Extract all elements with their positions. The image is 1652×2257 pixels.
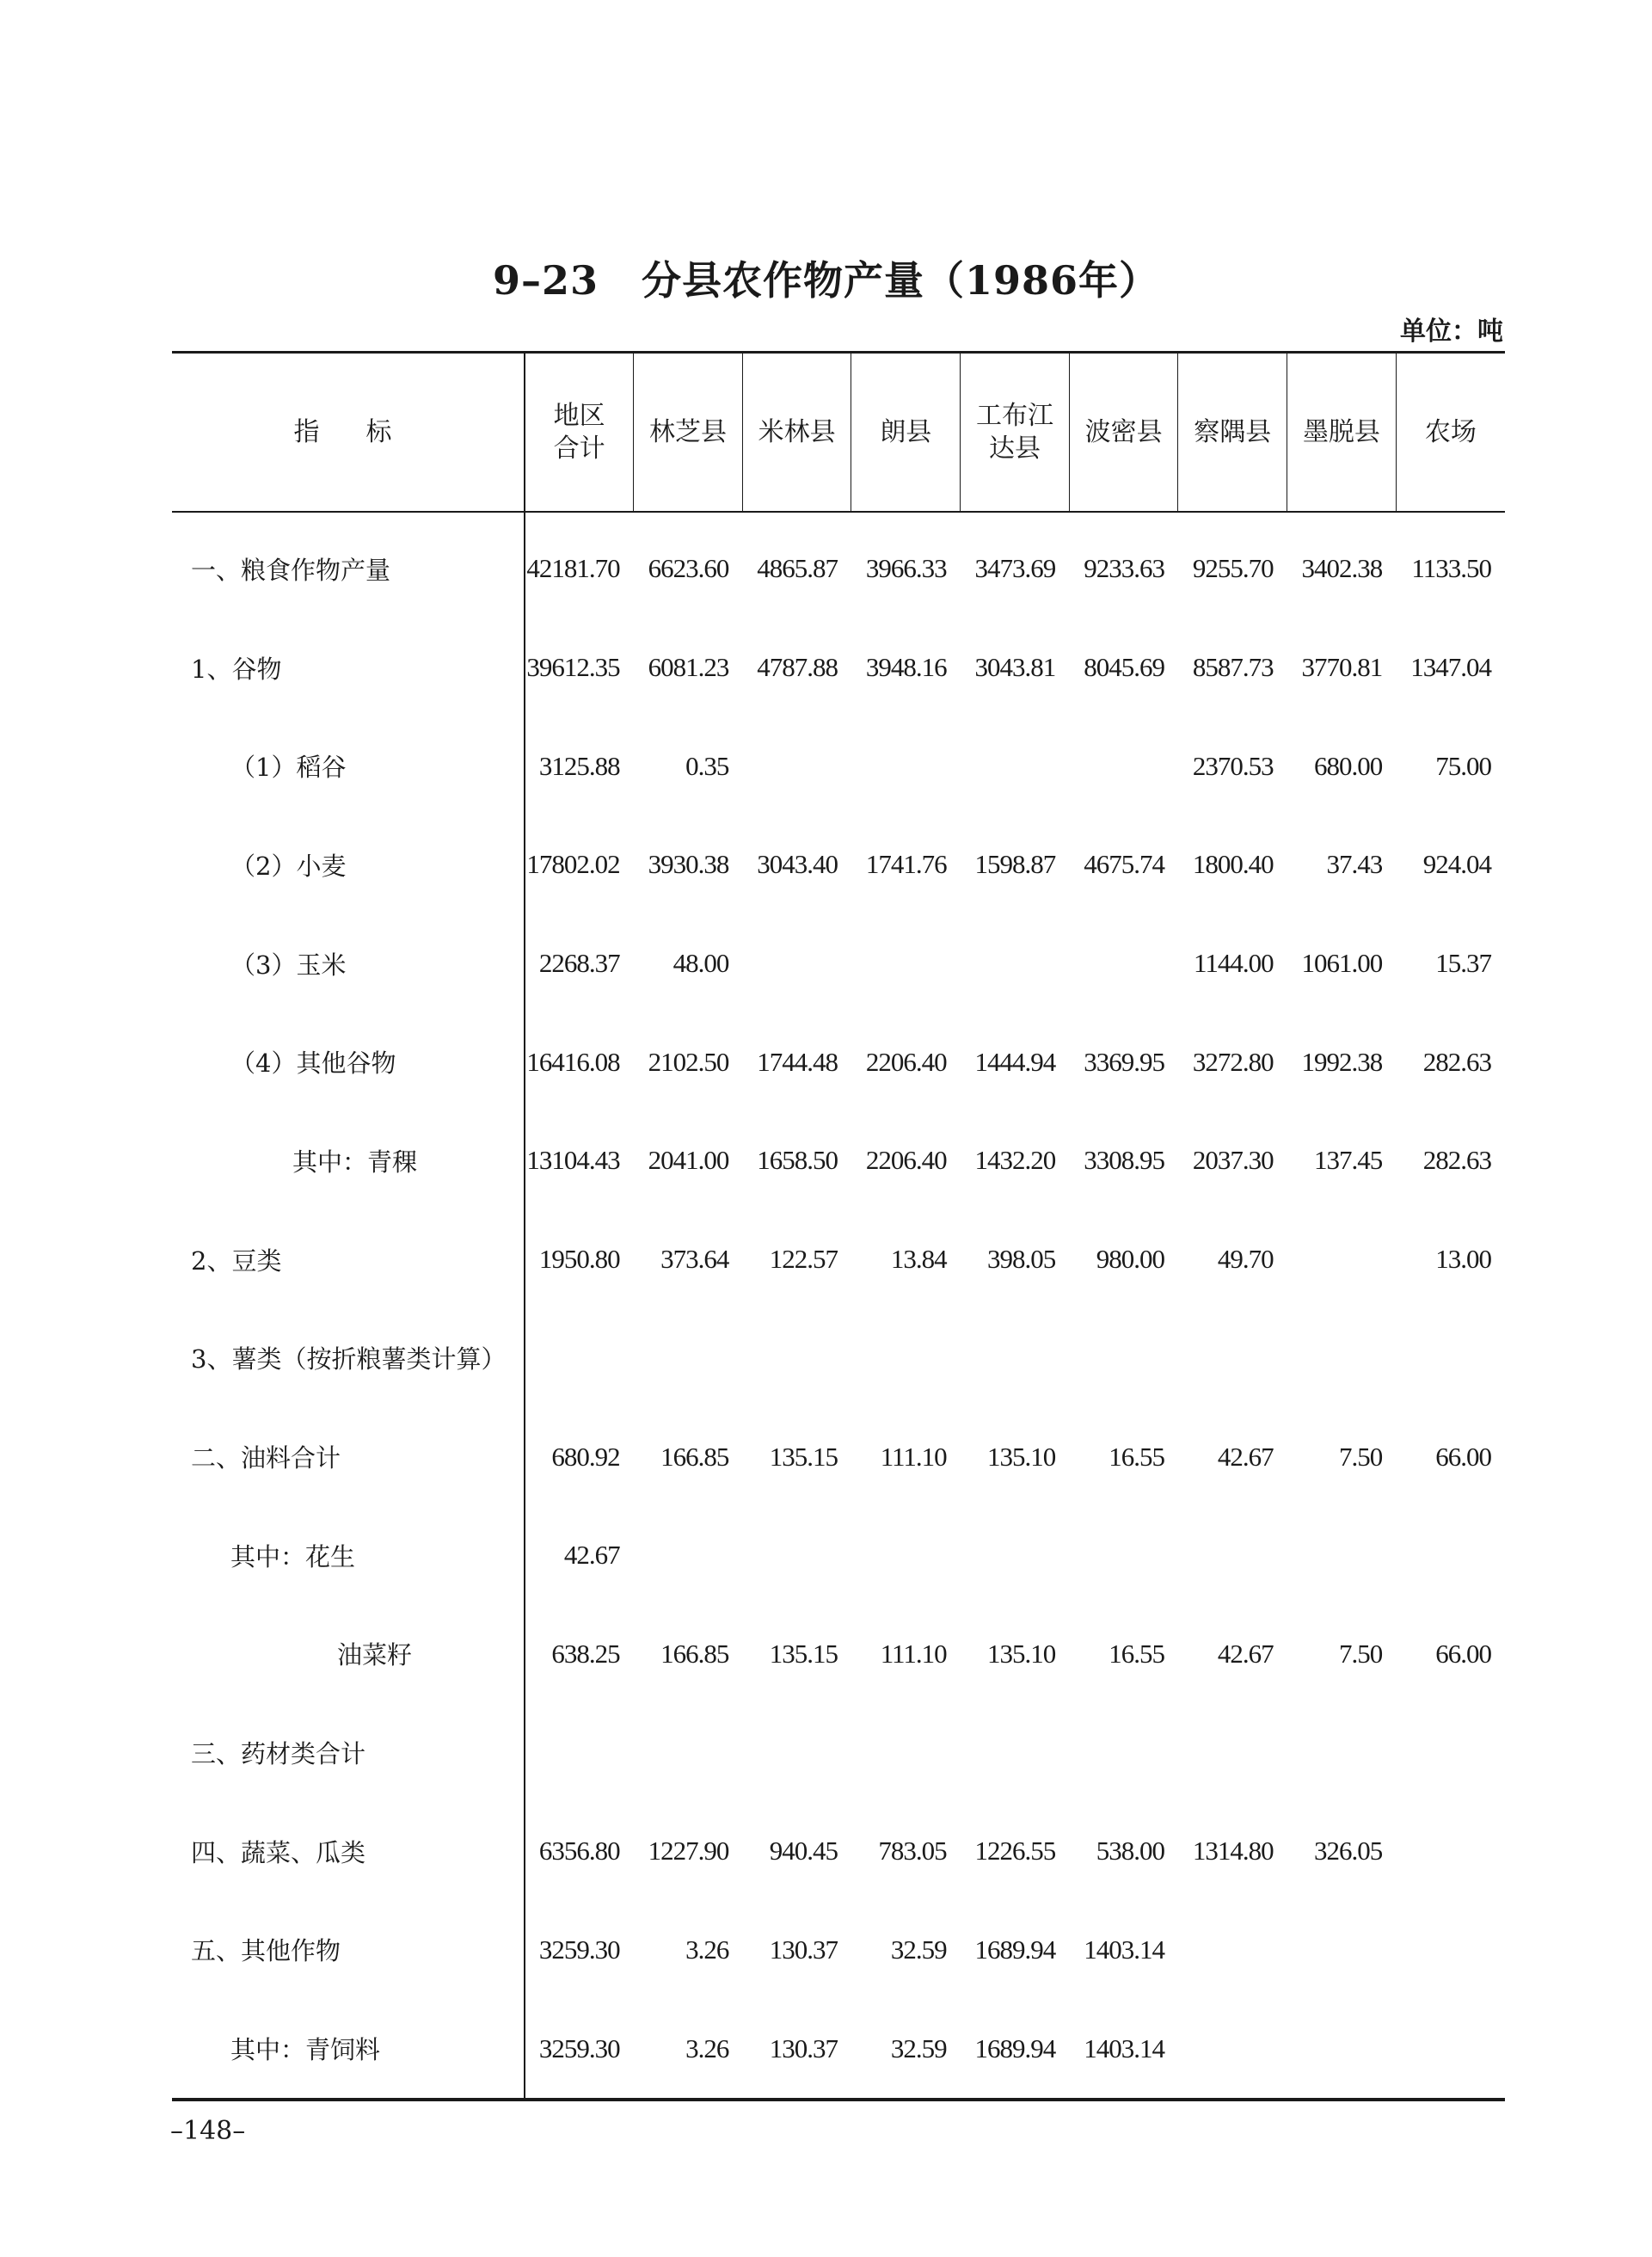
table-cell: 166.85 [660, 1441, 729, 1472]
table-cell: 638.25 [525, 1605, 634, 1704]
table-row [172, 1309, 1505, 1408]
table-cell [961, 1506, 1070, 1605]
table-cell: 13104.43 [525, 1111, 634, 1210]
table-cell [961, 914, 1070, 1013]
table-cell: 538.00 [1096, 1836, 1164, 1866]
table-row [172, 1506, 1505, 1605]
row-label: 其中：青稞 [292, 1147, 418, 1177]
table-cell: 8045.69 [1084, 652, 1164, 683]
table-cell: 111.10 [880, 1441, 947, 1472]
table-cell: 1950.80 [525, 1210, 634, 1309]
table-cell: 122.57 [769, 1244, 838, 1275]
page-number: –148– [170, 2116, 246, 2146]
table-cell: 3043.81 [974, 652, 1056, 683]
data-table-container [172, 351, 1505, 2101]
table-cell [1069, 1309, 1178, 1408]
table-cell [525, 1309, 634, 1408]
header-indicator: 指 标 [172, 354, 525, 512]
table-cell: 3402.38 [1301, 553, 1383, 584]
table-cell: 3770.81 [1301, 652, 1383, 683]
table-cell: 3369.95 [1084, 1046, 1164, 1077]
column-header-line: 察隅县 [1194, 416, 1272, 447]
table-cell [1069, 914, 1178, 1013]
table-cell: 1741.76 [865, 849, 947, 880]
table-cell [961, 716, 1070, 815]
table-cell: 42.67 [1217, 1441, 1274, 1472]
table-cell: 39612.35 [525, 618, 634, 717]
table-cell: 2206.40 [865, 1046, 947, 1077]
table-body [172, 512, 1505, 2098]
column-header-line: 林芝县 [649, 416, 727, 447]
table-cell [1069, 1703, 1178, 1802]
column-header [1178, 354, 1287, 512]
table-cell: 3930.38 [648, 849, 729, 880]
table-cell [1287, 1901, 1397, 2000]
table-cell: 1800.40 [1192, 849, 1274, 880]
table-cell [1396, 1506, 1505, 1605]
table-row [172, 914, 1505, 1013]
table-cell: 3.26 [685, 2033, 729, 2063]
table-row [172, 1210, 1505, 1309]
table-cell: 3473.69 [974, 553, 1056, 584]
table-cell: 15.37 [1435, 948, 1491, 979]
column-header [851, 354, 961, 512]
table-cell: 1598.87 [974, 849, 1056, 880]
table-cell [1287, 1309, 1397, 1408]
table-cell: 1403.14 [1084, 2033, 1164, 2063]
table-cell: 9255.70 [1192, 553, 1274, 584]
table-cell: 1689.94 [974, 2033, 1056, 2063]
table-cell: 7.50 [1339, 1638, 1383, 1669]
table-row [172, 716, 1505, 815]
table-cell [1178, 1506, 1287, 1605]
column-header-line: 地区 [553, 400, 605, 431]
table-cell: 282.63 [1422, 1145, 1491, 1176]
table-cell: 48.00 [672, 948, 729, 979]
table-cell: 1689.94 [974, 1934, 1056, 1965]
table-cell: 4675.74 [1084, 849, 1164, 880]
row-label: 油菜籽 [337, 1640, 413, 1670]
column-header-line: 米林县 [758, 416, 836, 447]
table-cell: 1444.94 [974, 1046, 1056, 1077]
table-cell: 32.59 [890, 1934, 947, 1965]
table-cell [1178, 1901, 1287, 2000]
row-label: 一、粮食作物产量 [191, 555, 391, 585]
table-cell [1069, 716, 1178, 815]
table-cell [742, 1506, 851, 1605]
column-header [1396, 354, 1505, 512]
row-label: 3、薯类（按折粮薯类计算） [191, 1344, 507, 1374]
table-cell: 1314.80 [1192, 1836, 1274, 1866]
column-header [1287, 354, 1397, 512]
table-cell: 3.26 [685, 1934, 729, 1965]
table-cell: 2102.50 [648, 1046, 729, 1077]
table-cell: 37.43 [1326, 849, 1383, 880]
table-cell: 3308.95 [1084, 1145, 1164, 1176]
table-cell: 783.05 [878, 1836, 947, 1866]
table-row [172, 1407, 1505, 1506]
table-cell [961, 1309, 1070, 1408]
row-label: （1）稻谷 [230, 753, 347, 783]
table-cell [1178, 1999, 1287, 2098]
table-cell [1178, 1703, 1287, 1802]
table-cell: 135.15 [769, 1638, 838, 1669]
row-label: 五、其他作物 [191, 1936, 341, 1966]
table-cell: 326.05 [1314, 1836, 1383, 1866]
row-label: 其中：花生 [230, 1541, 356, 1571]
table-cell [851, 716, 961, 815]
table-cell: 1658.50 [757, 1145, 838, 1176]
table-cell: 1347.04 [1410, 652, 1491, 683]
table-cell: 1226.55 [974, 1836, 1056, 1866]
row-label: 四、蔬菜、瓜类 [191, 1837, 366, 1867]
table-cell: 13.00 [1435, 1244, 1491, 1275]
table-cell: 1144.00 [1194, 948, 1274, 979]
table-cell [742, 914, 851, 1013]
table-cell: 980.00 [1096, 1244, 1164, 1275]
table-row [172, 815, 1505, 914]
data-table [172, 354, 1505, 2098]
table-cell: 16416.08 [525, 1012, 634, 1111]
table-row [172, 1802, 1505, 1901]
table-cell: 8587.73 [1192, 652, 1274, 683]
table-cell: 111.10 [880, 1638, 947, 1669]
table-cell: 1992.38 [1301, 1046, 1383, 1077]
table-cell: 398.05 [987, 1244, 1056, 1275]
table-cell: 9233.63 [1084, 553, 1164, 584]
column-header [742, 354, 851, 512]
table-cell: 42181.70 [525, 512, 634, 618]
table-row [172, 1901, 1505, 2000]
column-header-line: 合计 [553, 433, 605, 464]
table-bottom-rule [172, 2098, 1505, 2101]
table-cell: 282.63 [1422, 1046, 1491, 1077]
column-header-line: 工布江 [975, 400, 1053, 431]
column-header-line: 墨脱县 [1302, 416, 1380, 447]
table-header [172, 354, 1505, 512]
column-header-line: 朗县 [880, 416, 932, 447]
row-label: 三、药材类合计 [191, 1739, 366, 1769]
table-cell: 32.59 [890, 2033, 947, 2063]
table-cell: 1061.00 [1301, 948, 1383, 979]
row-label: 其中：青饲料 [230, 2035, 381, 2065]
table-cell: 2037.30 [1192, 1145, 1274, 1176]
table-row [172, 1703, 1505, 1802]
table-cell: 16.55 [1108, 1638, 1164, 1669]
table-cell: 66.00 [1435, 1638, 1491, 1669]
table-row [172, 1999, 1505, 2098]
table-cell: 924.04 [1422, 849, 1491, 880]
table-cell: 135.10 [987, 1638, 1056, 1669]
table-cell [1396, 1802, 1505, 1901]
page-title [0, 249, 1652, 306]
column-header [1069, 354, 1178, 512]
table-cell: 13.84 [890, 1244, 947, 1275]
table-cell [1069, 1506, 1178, 1605]
table-number: 9–23 [492, 257, 599, 304]
table-cell: 16.55 [1108, 1441, 1164, 1472]
table-cell: 6356.80 [525, 1802, 634, 1901]
table-cell: 6623.60 [648, 553, 729, 584]
table-cell: 4865.87 [757, 553, 838, 584]
row-label: （4）其他谷物 [230, 1049, 396, 1079]
table-cell [851, 1309, 961, 1408]
table-cell: 49.70 [1217, 1244, 1274, 1275]
table-cell: 2370.53 [1192, 750, 1274, 781]
table-cell: 135.15 [769, 1441, 838, 1472]
table-cell [1396, 1309, 1505, 1408]
table-cell [1287, 1703, 1397, 1802]
table-cell: 3259.30 [525, 1999, 634, 2098]
table-row [172, 512, 1505, 618]
table-cell [634, 1309, 743, 1408]
table-cell [742, 716, 851, 815]
row-label: 1、谷物 [191, 654, 282, 684]
table-cell [851, 1703, 961, 1802]
row-label: （2）小麦 [230, 851, 347, 881]
table-row [172, 1012, 1505, 1111]
table-cell: 3966.33 [865, 553, 947, 584]
table-cell [634, 1506, 743, 1605]
table-cell: 680.00 [1314, 750, 1383, 781]
table-cell: 7.50 [1339, 1441, 1383, 1472]
table-cell: 680.92 [525, 1407, 634, 1506]
table-cell [1396, 1999, 1505, 2098]
table-cell: 4787.88 [757, 652, 838, 683]
table-cell: 2041.00 [648, 1145, 729, 1176]
table-cell: 1133.50 [1411, 553, 1491, 584]
table-cell: 940.45 [769, 1836, 838, 1866]
table-cell [1287, 1506, 1397, 1605]
table-cell: 0.35 [685, 750, 729, 781]
column-header-line: 波密县 [1084, 416, 1163, 447]
column-header-line: 达县 [988, 433, 1041, 464]
table-cell: 42.67 [1217, 1638, 1274, 1669]
column-header [961, 354, 1070, 512]
row-label: （3）玉米 [230, 950, 347, 980]
table-row [172, 1111, 1505, 1210]
column-header [634, 354, 743, 512]
table-cell: 137.45 [1314, 1145, 1383, 1176]
table-row [172, 1605, 1505, 1704]
table-cell: 3948.16 [865, 652, 947, 683]
table-cell [851, 1506, 961, 1605]
table-cell [1396, 1703, 1505, 1802]
table-cell [525, 1703, 634, 1802]
table-cell [961, 1703, 1070, 1802]
table-cell: 3259.30 [525, 1901, 634, 2000]
table-cell [1396, 1901, 1505, 2000]
column-header [525, 354, 634, 512]
table-cell [634, 1703, 743, 1802]
table-cell: 135.10 [987, 1441, 1056, 1472]
table-cell: 130.37 [769, 2033, 838, 2063]
table-cell: 42.67 [525, 1506, 634, 1605]
table-cell [1287, 1999, 1397, 2098]
table-cell [851, 914, 961, 1013]
table-cell [742, 1703, 851, 1802]
unit-label: 单位：吨 [1400, 317, 1503, 347]
table-cell: 6081.23 [648, 652, 729, 683]
table-cell [1287, 1210, 1397, 1309]
table-cell: 3272.80 [1192, 1046, 1274, 1077]
table-cell: 3125.88 [525, 716, 634, 815]
table-cell: 1744.48 [757, 1046, 838, 1077]
table-cell: 3043.40 [757, 849, 838, 880]
column-header-line: 农场 [1424, 416, 1477, 447]
table-row [172, 618, 1505, 717]
table-cell [742, 1309, 851, 1408]
table-cell: 130.37 [769, 1934, 838, 1965]
table-cell: 1227.90 [648, 1836, 729, 1866]
table-cell [1178, 1309, 1287, 1408]
table-cell: 2206.40 [865, 1145, 947, 1176]
row-label: 二、油料合计 [191, 1443, 341, 1473]
table-cell: 373.64 [660, 1244, 729, 1275]
header-row [172, 354, 1505, 512]
table-cell: 66.00 [1435, 1441, 1491, 1472]
table-title: 分县农作物产量（1986年） [642, 257, 1160, 304]
row-label: 2、豆类 [191, 1245, 282, 1276]
table-cell: 2268.37 [525, 914, 634, 1013]
table-cell: 1403.14 [1084, 1934, 1164, 1965]
table-cell: 1432.20 [974, 1145, 1056, 1176]
table-cell: 17802.02 [525, 815, 634, 914]
table-cell: 166.85 [660, 1638, 729, 1669]
table-cell: 75.00 [1435, 750, 1491, 781]
